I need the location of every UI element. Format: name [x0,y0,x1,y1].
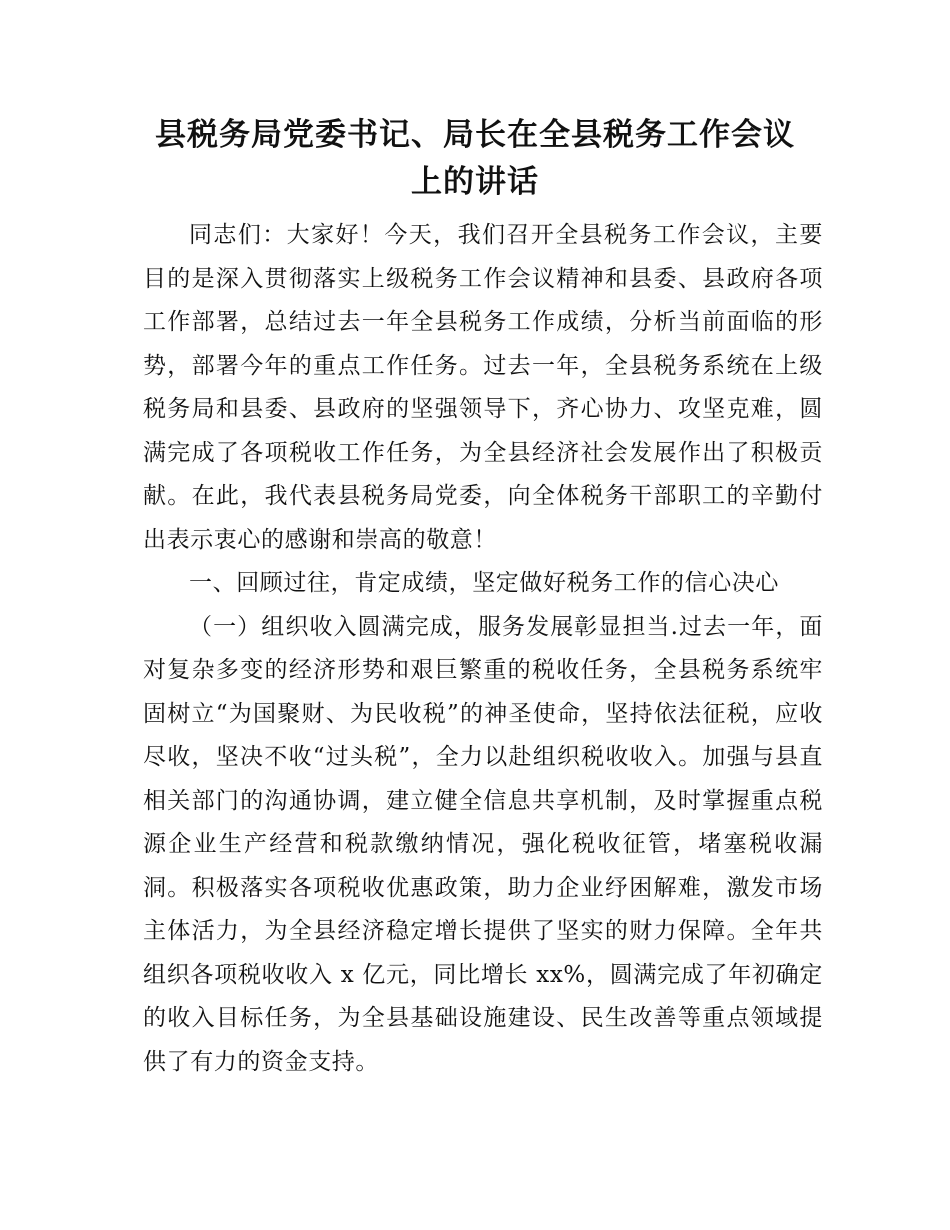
title-line-2: 上的讲话 [411,164,539,200]
subsection-paragraph-1: （一）组织收入圆满完成，服务发展彰显担当.过去一年，面对复杂多变的经济形势和艰巨繁重的税收任务，全县税务系统牢固树立“为国聚财、为民收税”的神圣使命，坚持依法征税，应收尽收，坚决不收“过头税”，全力以赴组织税收收入。加强与县直相关部门的沟通协调，建立健全信息共享机制，及时掌握重点税源企业生产经营和税款缴纳情况，强化税收征管，堵塞税收漏洞。积极落实各项税收优惠政策，助力企业纾困解难，激发市场主体活力，为全县经济稳定增长提供了坚实的财力保障。全年共组织各项税收收入 x 亿元，同比增长 xx%，圆满完成了年初确定的收入目标任务，为全县基础设施建设、民生改善等重点领域提供了有力的资金支持。 [143,613,823,1075]
title-line-1: 县税务局党委书记、局长在全县税务工作会议 [155,117,795,153]
section-heading-1: 一、回顾过往，肯定成绩，坚定做好税务工作的信心决心 [189,570,779,596]
document-title [120,112,830,206]
document-body [143,214,823,1084]
opening-paragraph: 同志们：大家好！今天，我们召开全县税务工作会议，主要目的是深入贯彻落实上级税务工作会议精神和县委、县政府各项工作部署，总结过去一年全县税务工作成绩，分析当前面临的形势，部署今年的重点工作任务。过去一年，全县税务系统在上级税务局和县委、县政府的坚强领导下，齐心协力、攻坚克难，圆满完成了各项税收工作任务，为全县经济社会发展作出了积极贡献。在此，我代表县税务局党委，向全体税务干部职工的辛勤付出表示衷心的感谢和崇高的敬意！ [143,222,823,553]
